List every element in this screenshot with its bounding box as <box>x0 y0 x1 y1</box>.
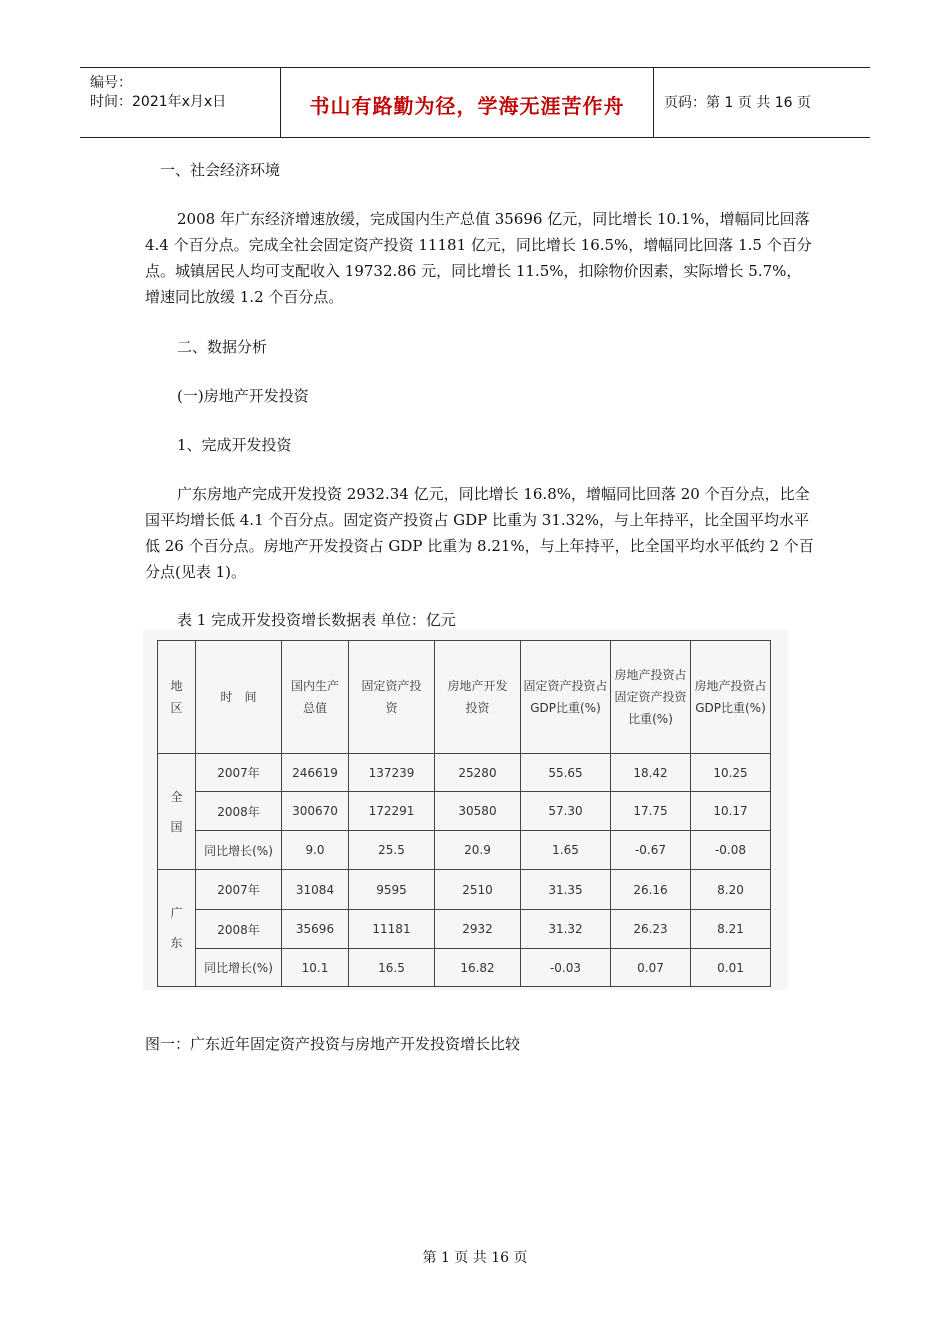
table-cell: 16.82 <box>435 949 521 987</box>
header-time: 时 间 <box>196 641 282 754</box>
table-row <box>158 910 771 949</box>
table-cell: 26.16 <box>611 870 691 910</box>
date-line: 时间：2021年x月x日 <box>90 94 227 110</box>
table-cell: 300670 <box>282 792 349 831</box>
header-fixed-investment: 固定资产投资 <box>349 641 435 754</box>
row-time: 2007年 <box>196 870 282 910</box>
section2-title: 二、数据分析 <box>177 338 268 356</box>
table-cell: 10.1 <box>282 949 349 987</box>
table-cell: 35696 <box>282 910 349 949</box>
table-cell: -0.08 <box>691 831 771 870</box>
table-cell: -0.67 <box>611 831 691 870</box>
motto-text: 书山有路勤为径，学海无涯苦作舟 <box>309 94 625 118</box>
table-cell: 31084 <box>282 870 349 910</box>
row-time: 2008年 <box>196 910 282 949</box>
table-cell: 8.21 <box>691 910 771 949</box>
table-cell: 25280 <box>435 754 521 792</box>
table-cell: -0.03 <box>521 949 611 987</box>
table-cell: 11181 <box>349 910 435 949</box>
serial-label: 编号： <box>90 75 132 91</box>
table-cell: 1.65 <box>521 831 611 870</box>
data-table-image <box>143 630 788 990</box>
row-time: 2007年 <box>196 754 282 792</box>
table-cell: 9595 <box>349 870 435 910</box>
table-cell: 10.25 <box>691 754 771 792</box>
header-meta-cell <box>80 68 281 137</box>
table-cell: 16.5 <box>349 949 435 987</box>
table-row <box>158 831 771 870</box>
table-cell: 137239 <box>349 754 435 792</box>
header-realestate-fixed-ratio: 房地产投资占固定资产投资比重(%) <box>611 641 691 754</box>
page-header <box>80 67 870 138</box>
investment-table <box>157 640 771 987</box>
region-guangdong: 广东 <box>158 870 196 987</box>
table-cell: 0.01 <box>691 949 771 987</box>
table-row <box>158 949 771 987</box>
table-cell: 172291 <box>349 792 435 831</box>
section1-title: 一、社会经济环境 <box>160 161 281 179</box>
table-cell: 2510 <box>435 870 521 910</box>
table-cell: 18.42 <box>611 754 691 792</box>
table-cell: 17.75 <box>611 792 691 831</box>
table-cell: 246619 <box>282 754 349 792</box>
table-cell: 26.23 <box>611 910 691 949</box>
table-cell: 31.32 <box>521 910 611 949</box>
header-fixed-gdp-ratio: 固定资产投资占GDP比重(%) <box>521 641 611 754</box>
table-cell: 25.5 <box>349 831 435 870</box>
table-header-row <box>158 641 771 754</box>
table-cell: 8.20 <box>691 870 771 910</box>
section1-text: 2008 年广东经济增速放缓，完成国内生产总值 35696 亿元，同比增长 10.1%，增幅同比回落 4.4 个百分点。完成全社会固定资产投资 11181 亿元，同比增长 16.5%，增幅同比回落 1.5 个百分点。城镇居民人均可支配收入 19732.86 元，同比增长 11.5%，扣除物价因素，实际增长 5.7%，增速同比放缓 1.2 个百分点。 <box>145 210 812 306</box>
row-time: 同比增长(%) <box>196 831 282 870</box>
figure-caption: 图一：广东近年固定资产投资与房地产开发投资增长比较 <box>145 1035 521 1053</box>
table-cell: 31.35 <box>521 870 611 910</box>
subsection1-title: (一)房地产开发投资 <box>177 387 309 405</box>
table-cell: 55.65 <box>521 754 611 792</box>
header-realestate-gdp-ratio: 房地产投资占GDP比重(%) <box>691 641 771 754</box>
table-row <box>158 870 771 910</box>
table-cell: 30580 <box>435 792 521 831</box>
table-caption: 表 1 完成开发投资增长数据表 单位：亿元 <box>177 611 456 629</box>
table-cell: 57.30 <box>521 792 611 831</box>
table-cell: 2932 <box>435 910 521 949</box>
table-cell: 0.07 <box>611 949 691 987</box>
table-cell: 20.9 <box>435 831 521 870</box>
table-cell: 10.17 <box>691 792 771 831</box>
table-row <box>158 754 771 792</box>
row-time: 2008年 <box>196 792 282 831</box>
table-row <box>158 792 771 831</box>
page-footer: 第 1 页 共 16 页 <box>422 1250 528 1266</box>
page-info: 页码：第 1 页 共 16 页 <box>664 95 811 111</box>
subsection1-1-title: 1、完成开发投资 <box>177 436 292 454</box>
table-cell: 9.0 <box>282 831 349 870</box>
header-gdp: 国内生产总值 <box>282 641 349 754</box>
row-time: 同比增长(%) <box>196 949 282 987</box>
header-motto-cell <box>281 68 654 137</box>
region-national: 全国 <box>158 754 196 870</box>
header-page-cell <box>654 68 870 137</box>
header-region: 地区 <box>158 641 196 754</box>
header-realestate-investment: 房地产开发投资 <box>435 641 521 754</box>
subsection1-1-text: 广东房地产完成开发投资 2932.34 亿元，同比增长 16.8%，增幅同比回落 20 个百分点，比全国平均增长低 4.1 个百分点。固定资产投资占 GDP 比重为 31.32%，与上年持平，比全国平均水平低 26 个百分点。房地产开发投资占 GDP 比重为 8.21%，与上年持平，比全国平均水平低约 2 个百分点(见表 1)。 <box>145 485 814 581</box>
